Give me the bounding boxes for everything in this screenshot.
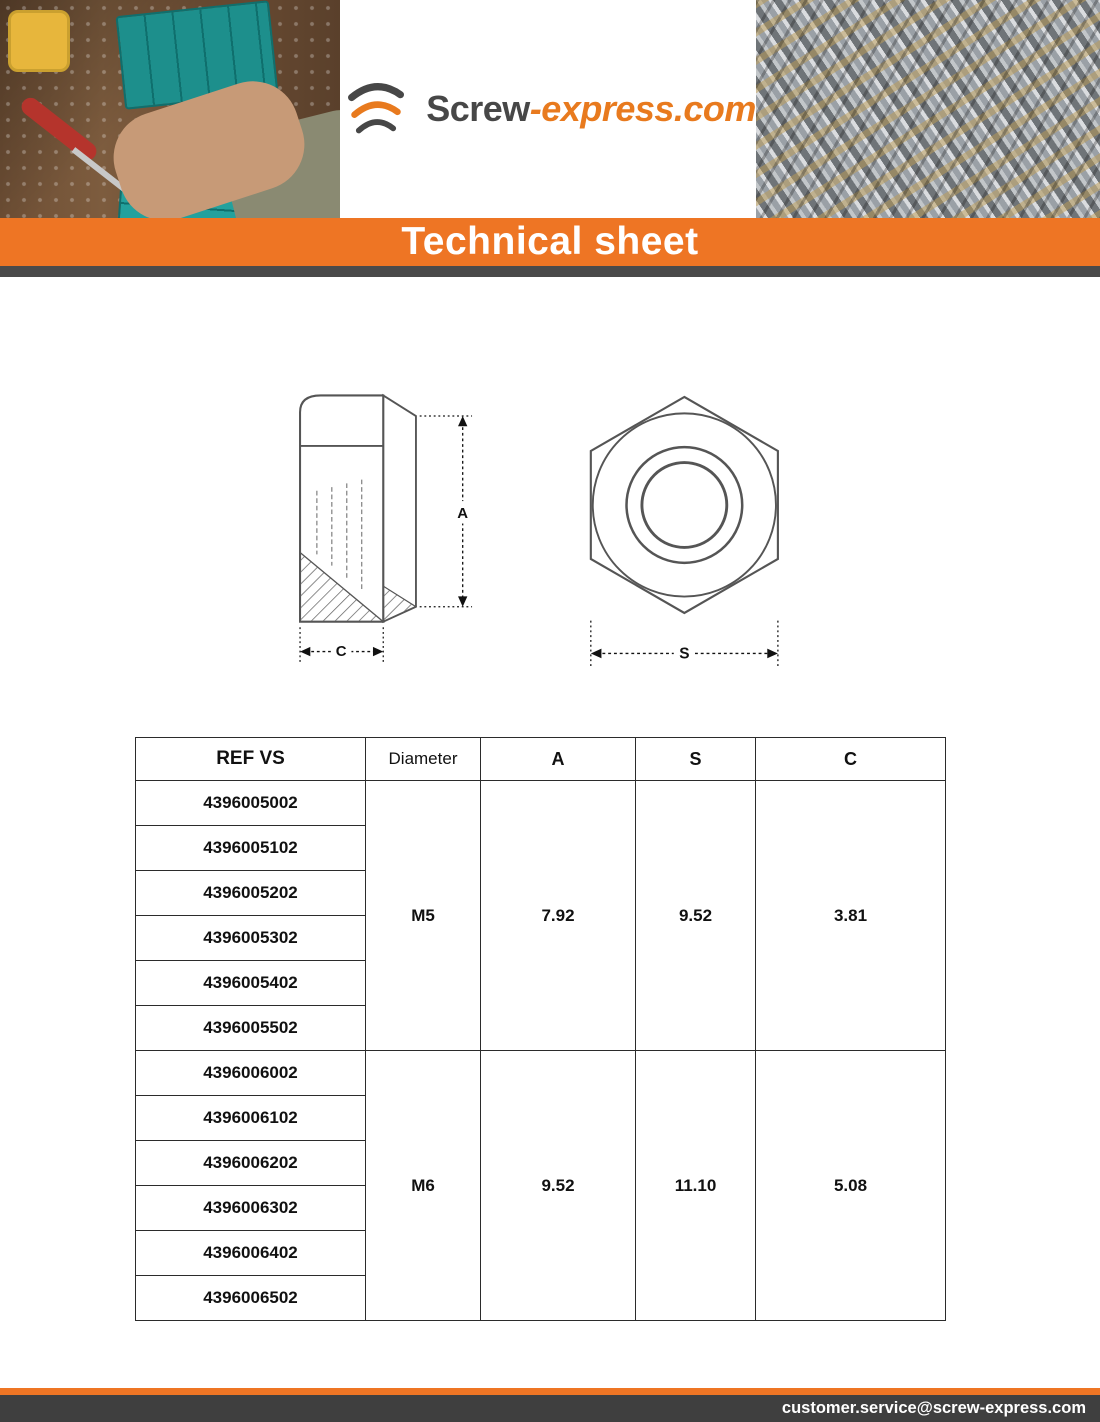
screw-spiral-icon (340, 76, 412, 142)
ref-cell: 4396005002 (136, 781, 366, 826)
header-ref-vs: REF VS (136, 738, 366, 781)
main-content (0, 381, 1100, 1321)
ref-cell: 4396006002 (136, 1051, 366, 1096)
banner-underline (0, 266, 1100, 277)
brand-name (426, 88, 756, 130)
dim-s-cell: 11.10 (636, 1051, 756, 1321)
header (0, 0, 1100, 218)
ref-cell: 4396005102 (136, 826, 366, 871)
dim-c-cell: 3.81 (756, 781, 946, 1051)
title-banner (0, 218, 1100, 266)
ref-cell: 4396006202 (136, 1141, 366, 1186)
dim-a-cell: 9.52 (481, 1051, 636, 1321)
brand-name-secondary: -express.com (529, 88, 756, 129)
nut-side-view-diagram (272, 381, 487, 681)
diameter-cell: M5 (366, 781, 481, 1051)
ref-cell: 4396006402 (136, 1231, 366, 1276)
dimension-label-s: S (678, 645, 689, 663)
ref-cell: 4396006502 (136, 1276, 366, 1321)
table-row (136, 1051, 946, 1096)
header-s: S (636, 738, 756, 781)
ref-cell: 4396005202 (136, 871, 366, 916)
header-c: C (756, 738, 946, 781)
table-header-row (136, 738, 946, 781)
footer (0, 1388, 1100, 1422)
screwdriver-shape (18, 94, 100, 164)
footer-orange-stripe (0, 1388, 1100, 1395)
diameter-cell: M6 (366, 1051, 481, 1321)
screws-pile-photo (756, 0, 1100, 218)
page-title: Technical sheet (401, 220, 699, 263)
dim-a-cell: 7.92 (481, 781, 636, 1051)
dimension-label-c: C (335, 643, 347, 661)
table-row (136, 781, 946, 826)
ref-cell: 4396005502 (136, 1006, 366, 1051)
ref-cell: 4396005402 (136, 961, 366, 1006)
header-diameter: Diameter (366, 738, 481, 781)
brand-name-primary: Screw (426, 88, 530, 129)
contact-email: customer.service@screw-express.com (781, 1399, 1086, 1417)
tape-measure-shape (8, 10, 70, 72)
ref-cell: 4396006302 (136, 1186, 366, 1231)
brand-logo (340, 0, 756, 218)
spec-table (135, 737, 946, 1321)
workbench-photo (0, 0, 340, 218)
dimension-diagrams (0, 381, 1100, 681)
header-a: A (481, 738, 636, 781)
dim-s-cell: 9.52 (636, 781, 756, 1051)
dimension-label-a: A (456, 504, 468, 522)
dim-c-cell: 5.08 (756, 1051, 946, 1321)
ref-cell: 4396005302 (136, 916, 366, 961)
nut-front-view-diagram (559, 381, 829, 681)
footer-bar (0, 1395, 1100, 1422)
ref-cell: 4396006102 (136, 1096, 366, 1141)
